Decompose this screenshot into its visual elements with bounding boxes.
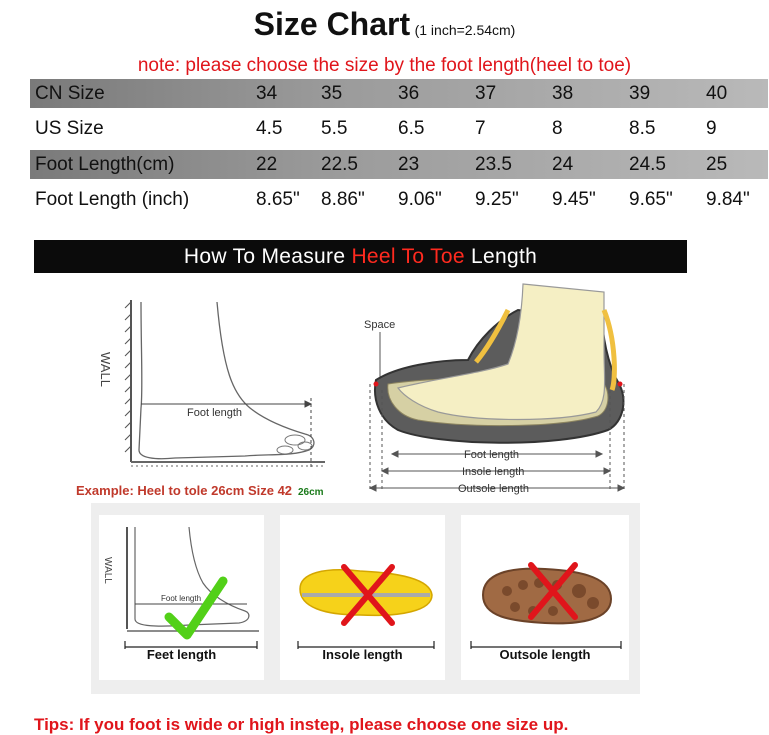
table-cell: 4.5: [256, 118, 283, 139]
table-cell: 38: [552, 82, 574, 104]
outsole-length-caption: Outsole length: [499, 647, 591, 662]
foot-outline: [139, 302, 314, 459]
outsole-illustration: [461, 519, 629, 649]
method-feet-length: [99, 515, 264, 680]
row-label: CN Size: [35, 82, 105, 104]
banner-text-1: How To Measure: [183, 245, 352, 268]
table-cell: 23: [398, 153, 420, 175]
feet-length-caption: Feet length: [146, 647, 217, 662]
table-cell: 36: [398, 82, 420, 104]
table-cell: 39: [629, 82, 651, 104]
check-icon: [169, 581, 223, 635]
table-cell: 34: [256, 82, 278, 104]
row-label: Foot Length(cm): [35, 153, 175, 175]
box-foot-length-label: Foot length: [161, 594, 202, 603]
table-cell: 25: [706, 153, 728, 175]
table-cell: 8.86": [321, 189, 365, 210]
size-note: note: please choose the size by the foot length(heel to toe): [137, 55, 632, 76]
example-text: Example: Heel to tole 26cm Size 42: [76, 483, 293, 498]
shoe-cross-section-diagram: [358, 280, 633, 500]
table-row-cn-size: [30, 79, 768, 108]
table-cell: 6.5: [398, 118, 425, 139]
table-cell: 7: [475, 118, 486, 139]
wall-label: WALL: [98, 352, 113, 387]
banner-highlight: Heel To Toe: [351, 245, 465, 268]
table-cell: 8.65": [256, 189, 300, 210]
method-insole-length: [280, 515, 445, 680]
table-cell: 9.06": [398, 189, 442, 210]
sizing-tip: Tips: If you foot is wide or high instep, please choose one size up.: [34, 715, 569, 734]
table-row-foot-length-inch: [30, 182, 768, 218]
row-label: Foot Length (inch): [35, 189, 190, 210]
page-title: [0, 6, 769, 43]
table-row-us-size: [30, 111, 768, 147]
outsole-length-label: Outsole length: [458, 483, 529, 495]
table-cell: 24: [552, 153, 574, 175]
foot-against-wall-diagram: [95, 290, 335, 480]
wall-icon: [125, 300, 131, 462]
size-table: [30, 76, 768, 218]
heel-end-point: [618, 382, 623, 387]
box-wall-label: WALL: [102, 557, 113, 584]
table-cell: 40: [706, 82, 728, 104]
measurement-methods-panel: [91, 503, 640, 694]
table-cell: 24.5: [629, 153, 666, 175]
table-cell: 37: [475, 82, 497, 104]
table-cell: 9.45": [552, 189, 596, 210]
foot-length-label: Foot length: [187, 407, 243, 419]
title-subtitle: (1 inch=2.54cm): [414, 22, 516, 38]
floor-ruler: [131, 462, 325, 466]
banner-text-2: Length: [464, 245, 538, 268]
table-cell: 9.84": [706, 189, 750, 210]
table-cell: 22: [256, 153, 278, 175]
space-label: Space: [364, 319, 396, 331]
feet-length-illustration: [99, 519, 264, 649]
method-outsole-length: [461, 515, 629, 680]
insole-length-label: Insole length: [462, 466, 525, 478]
table-cell: 8.5: [629, 118, 656, 139]
toe-end-point: [374, 382, 379, 387]
table-cell: 5.5: [321, 118, 348, 139]
title-main: Size Chart: [253, 6, 411, 42]
table-cell: 9.65": [629, 189, 673, 210]
table-row-foot-length-cm: [30, 150, 768, 179]
insole-length-caption: Insole length: [322, 647, 403, 662]
insole-illustration: [280, 519, 445, 649]
table-cell: 9: [706, 118, 717, 139]
shoe-foot-length-label: Foot length: [464, 449, 520, 461]
row-label: US Size: [35, 118, 104, 139]
measure-banner: [34, 240, 687, 273]
table-cell: 23.5: [475, 153, 512, 175]
table-cell: 22.5: [321, 153, 358, 175]
table-cell: 9.25": [475, 189, 519, 210]
example-cm-label: 26cm: [298, 487, 324, 498]
table-cell: 35: [321, 82, 343, 104]
table-cell: 8: [552, 118, 563, 139]
